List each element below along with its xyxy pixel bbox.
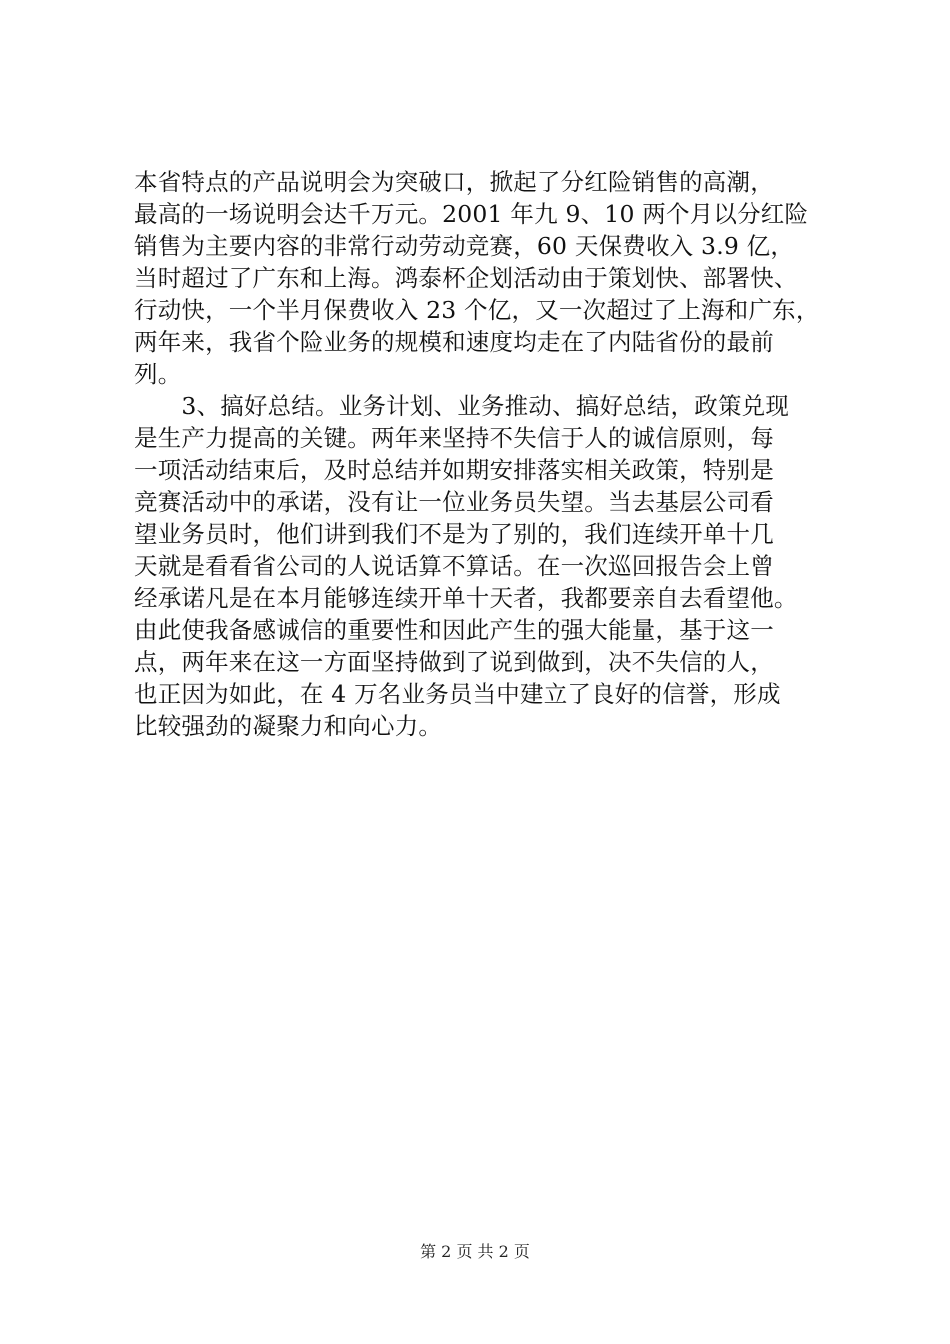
text-line-10: 一项活动结束后，及时总结并如期安排落实相关政策，特别是 xyxy=(134,456,774,484)
text-line-13: 天就是看看省公司的人说话算不算话。在一次巡回报告会上曾 xyxy=(134,552,774,580)
text-line-4: 当时超过了广东和上海。鸿泰杯企划活动由于策划快、部署快、 xyxy=(134,264,798,292)
body-text xyxy=(134,166,834,742)
text-line-18: 比较强劲的凝聚力和向心力。 xyxy=(134,712,443,740)
text-line-14: 经承诺凡是在本月能够连续开单十天者，我都要亲自去看望他。 xyxy=(134,584,798,612)
text-line-16: 点，两年来在这一方面坚持做到了说到做到，决不失信的人， xyxy=(134,648,774,676)
text-line-2: 最高的一场说明会达千万元。2001 年九 9、10 两个月以分红险 xyxy=(134,200,809,228)
page-number-label: 第 2 页 共 2 页 xyxy=(420,1242,530,1261)
text-line-7: 列。 xyxy=(134,360,182,388)
text-line-17: 也正因为如此，在 4 万名业务员当中建立了良好的信誉，形成 xyxy=(134,680,781,708)
text-line-6: 两年来，我省个险业务的规模和速度均走在了内陆省份的最前 xyxy=(134,328,774,356)
text-line-15: 由此使我备感诚信的重要性和因此产生的强大能量，基于这一 xyxy=(134,616,774,644)
text-line-9: 是生产力提高的关键。两年来坚持不失信于人的诚信原则，每 xyxy=(134,424,774,452)
text-line-5: 行动快，一个半月保费收入 23 个亿，又一次超过了上海和广东， xyxy=(134,296,820,324)
text-line-11: 竞赛活动中的承诺，没有让一位业务员失望。当去基层公司看 xyxy=(134,488,774,516)
text-line-8: 3、搞好总结。业务计划、业务推动、搞好总结，政策兑现 xyxy=(134,392,790,420)
text-line-12: 望业务员时，他们讲到我们不是为了别的，我们连续开单十几 xyxy=(134,520,774,548)
text-line-3: 销售为主要内容的非常行动劳动竞赛，60 天保费收入 3.9 亿， xyxy=(134,232,795,260)
text-line-1: 本省特点的产品说明会为突破口，掀起了分红险销售的高潮， xyxy=(134,168,774,196)
page-footer xyxy=(0,1242,950,1262)
